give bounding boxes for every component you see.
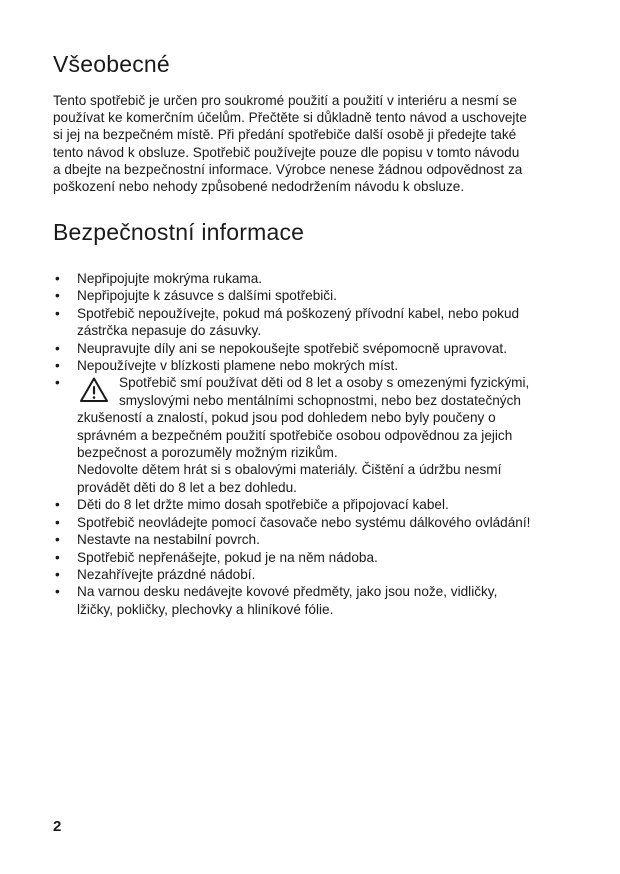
safety-item-text: provádět děti do 8 let a bez dohledu. <box>77 479 297 495</box>
safety-item-text: zástrčka nepasuje do zásuvky. <box>77 323 262 339</box>
safety-item-text: • Spotřebič smí používat děti od 8 let a osoby s omezenými fyzickými, <box>119 375 530 391</box>
safety-item <box>53 496 573 513</box>
safety-item <box>53 340 573 357</box>
safety-item-text: • Nepoužívejte v blízkosti plamene nebo mokrých míst. <box>77 358 399 374</box>
safety-item-text: • Nepřipojujte mokrýma rukama. <box>77 271 263 286</box>
safety-item <box>53 531 573 548</box>
safety-item <box>53 549 573 566</box>
warning-block <box>77 374 573 409</box>
safety-item-text: • Spotřebič neovládejte pomocí časovače nebo systému dálkového ovládání! <box>77 514 531 530</box>
page-number: 2 <box>53 818 62 835</box>
safety-item <box>53 514 573 531</box>
safety-item <box>53 305 573 340</box>
safety-item <box>53 357 573 374</box>
safety-item-text: • Nepřipojujte k zásuvce s dalšími spotřebiči. <box>77 288 337 304</box>
safety-list <box>53 270 573 618</box>
paragraph-line: poškození nebo nehody způsobené nedodržením návodu k obsluze. <box>53 179 465 195</box>
safety-item-text: • Nestavte na nestabilní povrch. <box>77 532 260 548</box>
safety-item <box>53 270 573 287</box>
safety-item-text: lžičky, pokličky, plechovky a hliníkové fólie. <box>77 601 334 617</box>
safety-item-text: • Na varnou desku nedávejte kovové předměty, jako jsou nože, vidličky, <box>77 584 498 600</box>
safety-item <box>53 583 573 618</box>
safety-item-text: • Nezahřívejte prázdné nádobí. <box>77 566 256 582</box>
safety-item-text: • Děti do 8 let držte mimo dosah spotřebiče a připojovací kabel. <box>77 497 449 513</box>
paragraph-line: používat ke komerčním účelům. Přečtěte si důkladně tento návod a uschovejte <box>53 110 527 126</box>
safety-item-text: • Neupravujte díly ani se nepokoušejte spotřebič svépomocně upravovat. <box>77 340 507 356</box>
safety-item-text: • Spotřebič nepoužívejte, pokud má poškozený přívodní kabel, nebo pokud <box>77 305 520 321</box>
safety-item-warning <box>53 374 573 496</box>
safety-item-text: smyslovými nebo mentálními schopnostmi, nebo bez dostatečných <box>119 392 521 408</box>
safety-item-text: zkušeností a znalostí, pokud jsou pod dohledem nebo byly poučeny o <box>77 410 496 426</box>
safety-item-text: • Spotřebič nepřenášejte, pokud je na něm nádoba. <box>77 549 378 565</box>
paragraph-line: si jej na bezpečném místě. Při předání spotřebiče další osobě ji předejte také <box>53 127 517 143</box>
safety-item-text: správném a bezpečném použití spotřebiče osobou odpovědnou za jejich <box>77 427 513 443</box>
paragraph-line: a dbejte na bezpečnostní informace. Výrobce nenese žádnou odpovědnost za <box>53 161 523 177</box>
safety-heading: Bezpečnostní informace <box>53 219 305 245</box>
paragraph-line: tento návod k obsluze. Spotřebič používejte pouze dle popisu v tomto návodu <box>53 144 520 160</box>
general-heading: Všeobecné <box>53 51 170 77</box>
safety-item-text: bezpečnost a porozuměly možným rizikům. <box>77 445 338 461</box>
paragraph-line: Tento spotřebič je určen pro soukromé použití a použití v interiéru a nesmí se <box>53 93 517 108</box>
safety-item <box>53 566 573 583</box>
safety-item-text: Nedovolte dětem hrát si s obalovými materiály. Čištění a údržbu nesmí <box>77 462 502 478</box>
general-paragraph <box>53 92 573 195</box>
safety-item <box>53 287 573 304</box>
